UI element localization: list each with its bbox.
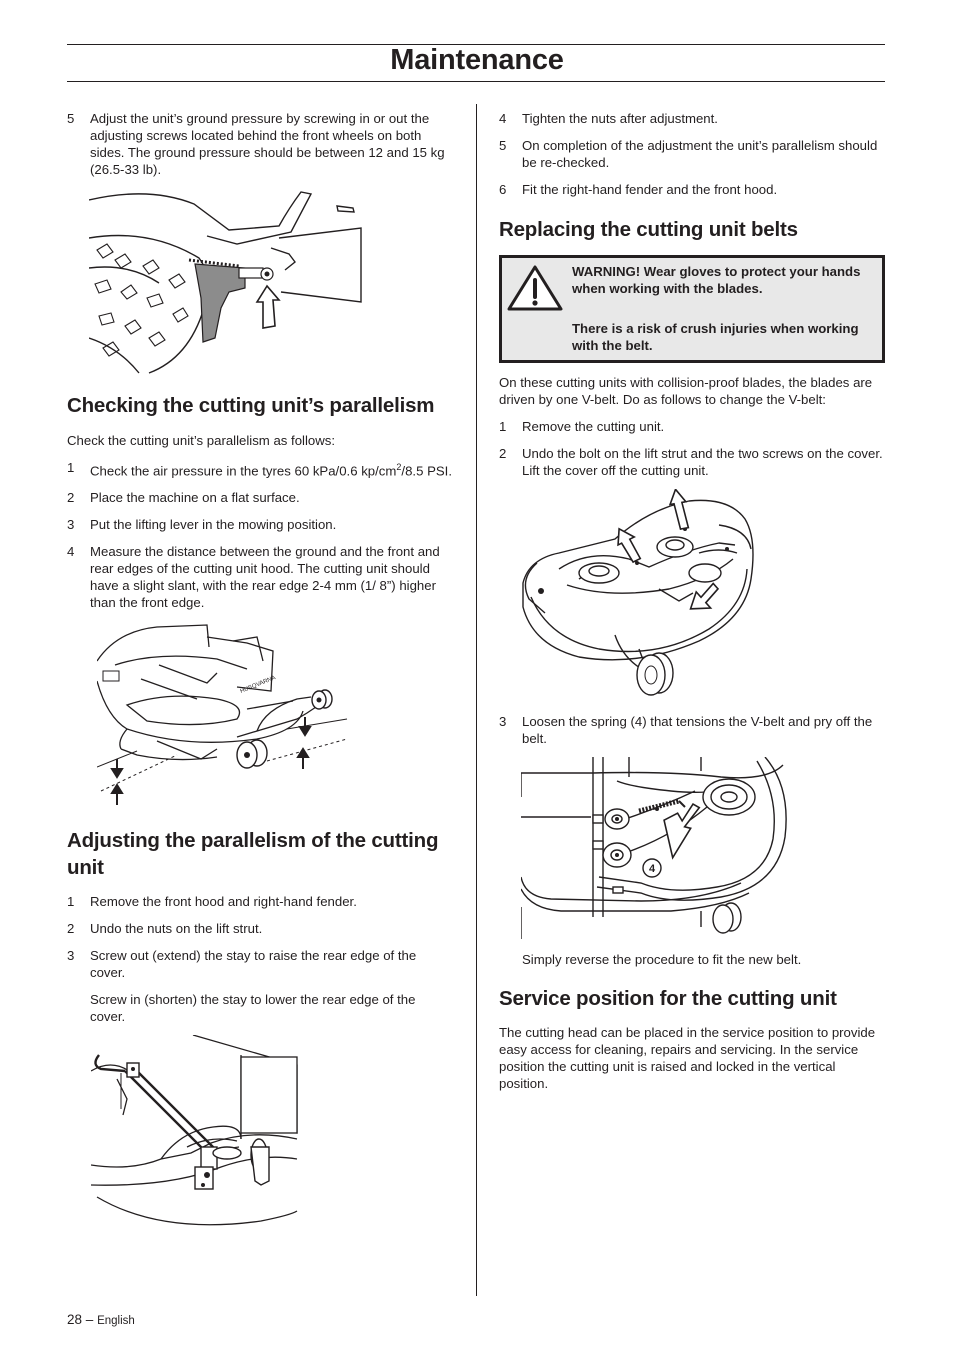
step-text (90, 459, 452, 479)
adjusting-parallelism-heading: Adjusting the parallelism of the cutting unit (67, 829, 439, 880)
replacing-belts-heading: Replacing the cutting unit belts (499, 218, 798, 241)
adjusting-step-4 (499, 110, 885, 127)
step-number: 4 (67, 544, 75, 560)
page-footer (67, 1312, 135, 1327)
page-number: 28 (67, 1312, 83, 1327)
warning-box (499, 255, 885, 363)
step-number: 5 (499, 138, 507, 153)
v-belt-spring-illustration (521, 757, 791, 939)
column-divider (476, 104, 477, 1296)
step-text: Remove the cutting unit. (522, 419, 665, 434)
step-number: 5 (67, 111, 75, 126)
callout-number-label: 4 (648, 863, 656, 875)
step-number: 1 (67, 460, 75, 475)
checking-step-2 (67, 489, 452, 506)
step-text: Undo the bolt on the lift strut and the two screws on the cover. Lift the cover off the cutting unit. (522, 446, 883, 478)
step-number: 2 (67, 921, 75, 937)
adjusting-step-5 (499, 137, 885, 171)
step-text: Place the machine on a flat surface. (90, 490, 300, 506)
checking-step-1 (67, 459, 452, 479)
parallelism-measurement-illustration (97, 621, 353, 805)
warning-gloves: WARNING! Wear gloves to protect your hands when working with the blades. (572, 264, 861, 296)
checking-step-3 (67, 516, 452, 533)
step-number: 1 (499, 419, 507, 434)
step-text: Tighten the nuts after adjustment. (522, 111, 718, 126)
checking-step-4 (67, 543, 452, 611)
step-number: 2 (67, 490, 75, 506)
step-text: Loosen the spring (4) that tensions the V-belt and pry off the belt. (522, 714, 873, 746)
tyre-pressure-text: Check the air pressure in the tyres 60 kPa/0.6 kp/cm (90, 463, 397, 479)
cutting-unit-cover-illustration (519, 489, 763, 699)
footer-dash: – (85, 1312, 94, 1327)
step-number: 3 (67, 517, 75, 533)
warning-crush: There is a risk of crush injuries when working with the belt. (572, 321, 859, 353)
step-text: Adjust the unit’s ground pressure by screwing in or out the adjusting screws located behind the front wheels on both sides. The ground pressure should be between 12 and 15 kg (26.5-33 lb). (90, 111, 445, 177)
tyre-pressure-psi: /8.5 PSI. (401, 463, 452, 479)
adjusting-note: Screw in (shorten) the stay to lower the rear edge of the cover. (90, 992, 416, 1025)
service-position-text: The cutting head can be placed in the service position to provide easy access for cleaning, repairs and servicing. In the service position the cutting unit is raised and locked in the vertical position. (499, 1025, 876, 1091)
step-text: Measure the distance between the ground and the front and rear edges of the cutting unit hood. The cutting unit should have a slight slant, with the rear edge 2-4 mm (1/ 8”) higher than the front edge. (90, 544, 440, 611)
step-text: Screw out (extend) the stay to raise the rear edge of the cover. (90, 948, 417, 981)
step-text: Put the lifting lever in the mowing position. (90, 517, 337, 533)
step-number: 1 (67, 894, 75, 910)
step-text: Fit the right-hand fender and the front hood. (522, 182, 778, 197)
adjusting-step-6 (499, 181, 885, 198)
belts-intro: On these cutting units with collision-proof blades, the blades are driven by one V-belt. Do as follows to change the V-belt: (499, 375, 873, 407)
belts-step-1 (499, 418, 885, 435)
checking-parallelism-heading: Checking the cutting unit’s parallelism (67, 394, 435, 417)
reverse-procedure: Simply reverse the procedure to fit the new belt. (522, 952, 802, 967)
svg-text:HUSQVARNA: HUSQVARNA (239, 675, 277, 696)
ground-pressure-step (67, 110, 452, 178)
warning-triangle-icon (506, 263, 572, 354)
step-number: 2 (499, 446, 507, 461)
belts-step-3 (499, 713, 885, 747)
checking-intro: Check the cutting unit’s parallelism as follows: (67, 433, 336, 448)
warning-text (572, 263, 872, 354)
adjusting-step-3 (67, 947, 452, 981)
adjusting-step-1 (67, 893, 452, 910)
page-title: Maintenance (390, 44, 564, 76)
right-column (499, 110, 885, 1102)
adjusting-step-2 (67, 920, 452, 937)
lift-strut-illustration (91, 1035, 305, 1231)
superscript: 2 (396, 462, 402, 472)
footer-language: English (97, 1315, 135, 1327)
step-number: 4 (499, 111, 507, 126)
step-text: Undo the nuts on the lift strut. (90, 921, 263, 937)
step-number: 3 (499, 714, 507, 729)
service-position-heading: Service position for the cutting unit (499, 987, 837, 1010)
step-text: On completion of the adjustment the unit’s parallelism should be re-checked. (522, 138, 878, 170)
step-number: 3 (67, 948, 75, 964)
header-bottom-rule (67, 81, 885, 82)
step-text: Remove the front hood and right-hand fender. (90, 894, 357, 910)
ground-pressure-illustration (89, 188, 364, 378)
left-column (67, 110, 452, 1231)
belts-step-2 (499, 445, 885, 479)
step-number: 6 (499, 182, 507, 197)
